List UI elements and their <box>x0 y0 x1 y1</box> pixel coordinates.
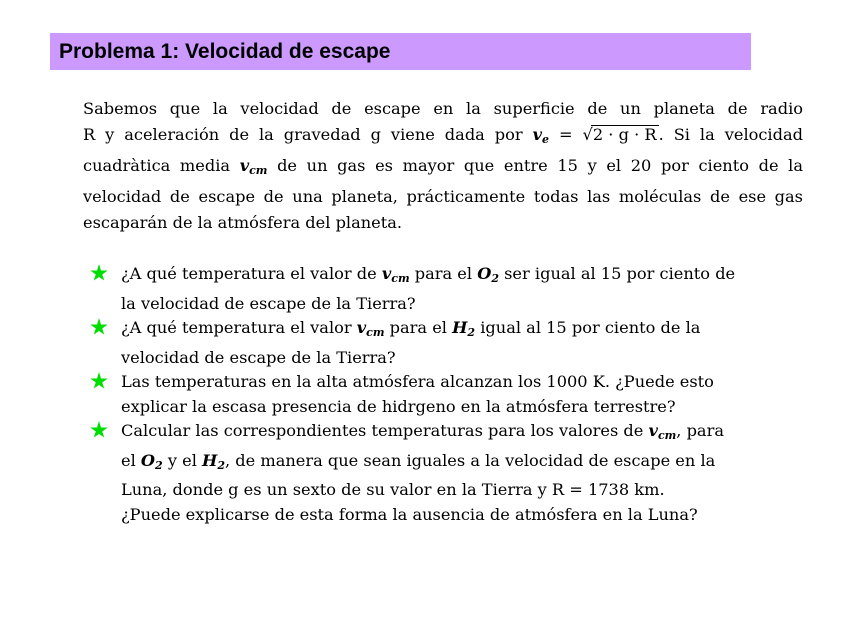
sqrt-content: 2 · g · R <box>592 125 657 144</box>
intro-text: cuadràtica media <box>83 156 240 175</box>
intro-line-4: velocidad de escape de una planeta, prácticamente todas las moléculas de ese gas <box>83 187 803 206</box>
intro-line-5: escaparán de la atmósfera del planeta. <box>83 213 403 232</box>
intro-text: de un gas es mayor que entre 15 y el 20 por ciento de la <box>267 156 803 175</box>
bullet-text: ¿A qué temperatura el valor <box>121 318 357 337</box>
star-icon <box>90 421 108 439</box>
star-icon <box>90 318 108 336</box>
bullet-text: y el <box>162 450 203 470</box>
list-item <box>90 370 790 419</box>
bullet-text: igual al 15 por ciento de la <box>475 318 701 337</box>
intro-line-1: Sabemos que la velocidad de escape en la superficie de un planeta de radio <box>83 99 803 118</box>
equals-sign: = <box>549 125 583 144</box>
bullet-line: velocidad de escape de la Tierra? <box>121 347 396 367</box>
molecule-symbol: O <box>477 264 492 283</box>
bullet-line <box>121 449 790 479</box>
bullet-line: la velocidad de escape de la Tierra? <box>121 293 416 313</box>
molecule-symbol: O <box>140 450 156 470</box>
intro-text: . Si la velocidad <box>658 125 803 144</box>
bullet-text: , de manera que sean iguales a la velocidad de escape en la <box>224 450 716 470</box>
bullet-line <box>121 419 790 449</box>
intro-line-2 <box>83 122 803 153</box>
question-list <box>90 262 790 527</box>
vcm-subscript: cm <box>657 429 677 442</box>
vcm-subscript: cm <box>249 164 268 177</box>
bullet-text: para el <box>384 318 453 337</box>
molecule-symbol: H <box>202 450 218 470</box>
bullet-text: ser igual al 15 por ciento de <box>498 264 736 283</box>
bullet-line: Las temperaturas en la alta atmósfera alcanzan los 1000 K. ¿Puede esto <box>121 372 714 391</box>
intro-paragraph <box>83 96 803 236</box>
molecule-symbol: H <box>452 318 468 337</box>
vcm-symbol: v <box>239 156 250 175</box>
star-icon <box>90 264 108 282</box>
bullet-line: Luna, donde g es un sexto de su valor en la Tierra y R = 1738 km. <box>121 480 665 499</box>
molecule-subscript: 2 <box>467 326 476 339</box>
vcm-symbol: v <box>356 318 367 337</box>
vcm-subscript: cm <box>366 326 385 339</box>
list-item <box>90 419 790 527</box>
escape-velocity-subscript: e <box>542 133 550 146</box>
bullet-text: , para <box>676 421 724 440</box>
molecule-subscript: 2 <box>491 272 499 285</box>
intro-text: R y aceleración de la gravedad g viene dada por <box>83 125 533 144</box>
bullet-line: ¿Puede explicarse de esta forma la ausencia de atmósfera en la Luna? <box>121 504 698 524</box>
intro-line-3 <box>83 153 803 184</box>
bullet-line <box>121 316 790 346</box>
vcm-symbol: v <box>381 264 392 283</box>
vcm-symbol: v <box>648 421 658 440</box>
star-icon <box>90 372 108 390</box>
bullet-text: el <box>121 450 141 470</box>
sqrt-icon: √ <box>582 125 593 144</box>
list-item <box>90 316 790 370</box>
bullet-line: explicar la escasa presencia de hidrgeno en la atmósfera terrestre? <box>121 396 676 416</box>
bullet-text: Calcular las correspondientes temperaturas para los valores de <box>121 421 649 440</box>
bullet-text: para el <box>409 264 478 283</box>
bullet-text: ¿A qué temperatura el valor de <box>121 264 382 283</box>
bullet-line <box>121 262 790 292</box>
molecule-subscript: 2 <box>217 458 225 472</box>
title-bar <box>50 33 751 70</box>
vcm-subscript: cm <box>391 272 410 285</box>
escape-velocity-symbol: v <box>532 125 543 144</box>
list-item <box>90 262 790 316</box>
molecule-subscript: 2 <box>155 458 163 472</box>
page-title: Problema 1: Velocidad de escape <box>59 39 391 63</box>
